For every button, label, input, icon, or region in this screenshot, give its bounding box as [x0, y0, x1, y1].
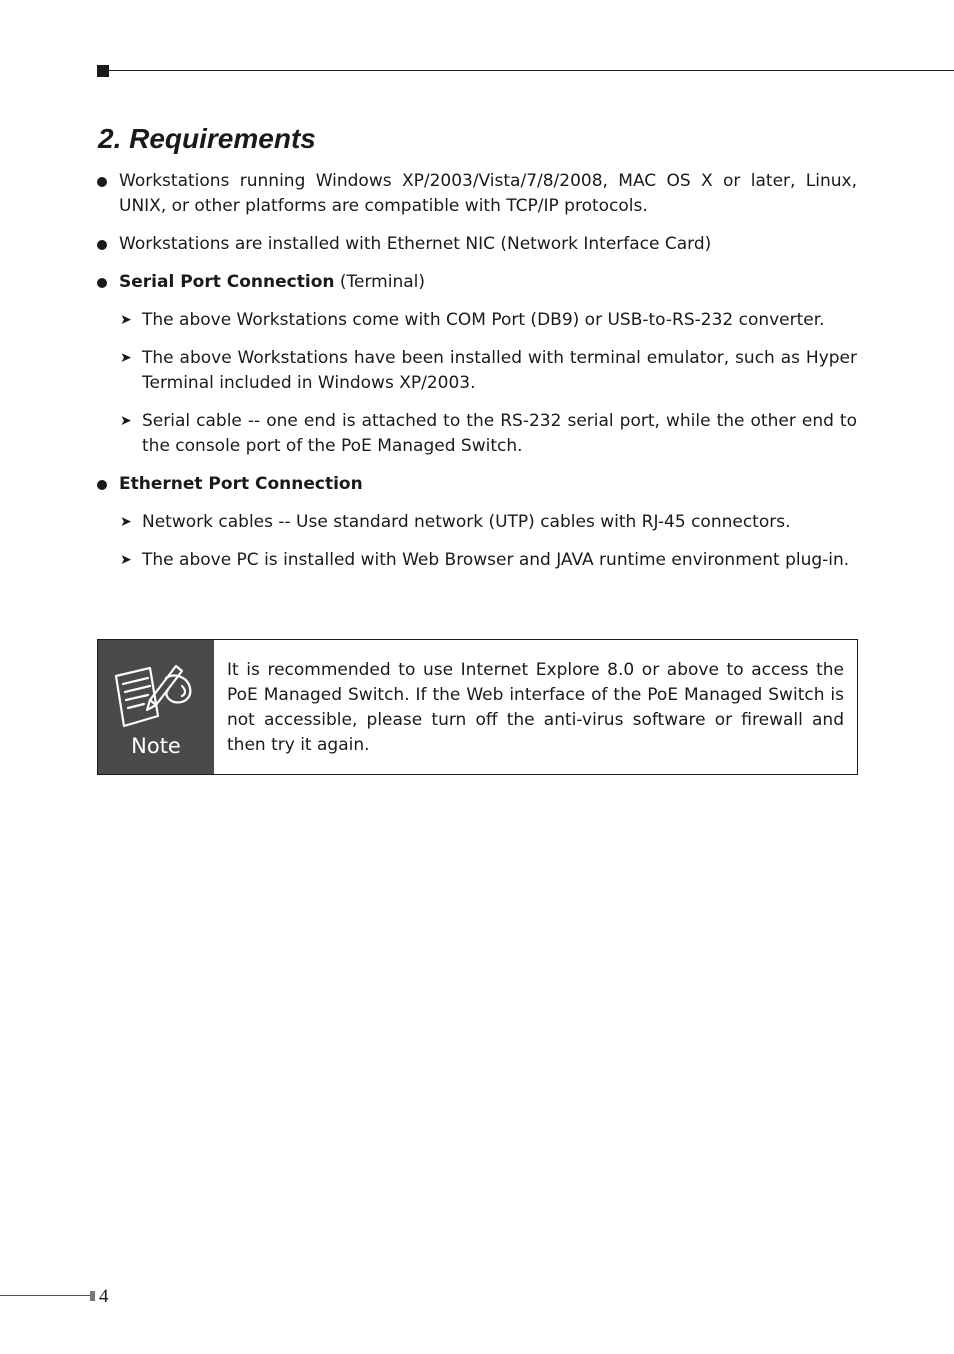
sub-list-item: [97, 308, 857, 333]
header-rule: [109, 70, 954, 71]
page-number: 4: [99, 1286, 109, 1307]
sub-list-item: [97, 548, 857, 573]
footer-rule: [0, 1295, 90, 1296]
list-item: [97, 169, 857, 219]
item-text: The above Workstations come with COM Port (DB9) or USB-to-RS-232 converter.: [142, 310, 825, 330]
arrow-bullet-icon: ➤: [120, 413, 132, 429]
bullet-icon: [97, 177, 107, 187]
requirements-list: [97, 169, 857, 573]
note-box: [97, 639, 858, 775]
item-text: Serial cable -- one end is attached to the RS-232 serial port, while the other end to the console port of the PoE Managed Switch.: [142, 411, 857, 456]
arrow-bullet-icon: ➤: [120, 312, 132, 328]
item-bold-text: Serial Port Connection: [119, 272, 335, 292]
item-bold-text: Ethernet Port Connection: [119, 474, 363, 494]
sub-list-item: [97, 510, 857, 535]
item-text: The above PC is installed with Web Browser and JAVA runtime environment plug-in.: [142, 550, 850, 570]
arrow-bullet-icon: ➤: [120, 350, 132, 366]
arrow-bullet-icon: ➤: [120, 552, 132, 568]
list-item: [97, 270, 857, 295]
sub-list-item: [97, 409, 857, 459]
item-text: Network cables -- Use standard network (UTP) cables with RJ-45 connectors.: [142, 512, 791, 532]
sub-list-item: [97, 346, 857, 396]
note-text: It is recommended to use Internet Explore 8.0 or above to access the PoE Managed Switch. If the Web interface of the PoE Managed Switch is not accessible, please turn off the anti-virus software or firewall and then try it again.: [227, 660, 844, 755]
list-item: [97, 232, 857, 257]
bullet-icon: [97, 240, 107, 250]
item-text: Workstations running Windows XP/2003/Vista/7/8/2008, MAC OS X or later, Linux, UNIX, or other platforms are compatible with TCP/IP protocols.: [119, 171, 857, 216]
bullet-icon: [97, 278, 107, 288]
item-text: Workstations are installed with Ethernet NIC (Network Interface Card): [119, 234, 712, 254]
header-square: [97, 65, 109, 77]
note-label: Note: [131, 734, 181, 758]
section-heading: 2. Requirements: [98, 123, 316, 154]
list-item: [97, 472, 857, 497]
note-sidebar: [98, 640, 214, 774]
item-text: The above Workstations have been installed with terminal emulator, such as Hyper Terminal included in Windows XP/2003.: [142, 348, 857, 393]
note-pen-icon: [110, 660, 200, 730]
footer-mark: [90, 1291, 95, 1301]
bullet-icon: [97, 480, 107, 490]
item-text: (Terminal): [334, 272, 425, 292]
arrow-bullet-icon: ➤: [120, 514, 132, 530]
